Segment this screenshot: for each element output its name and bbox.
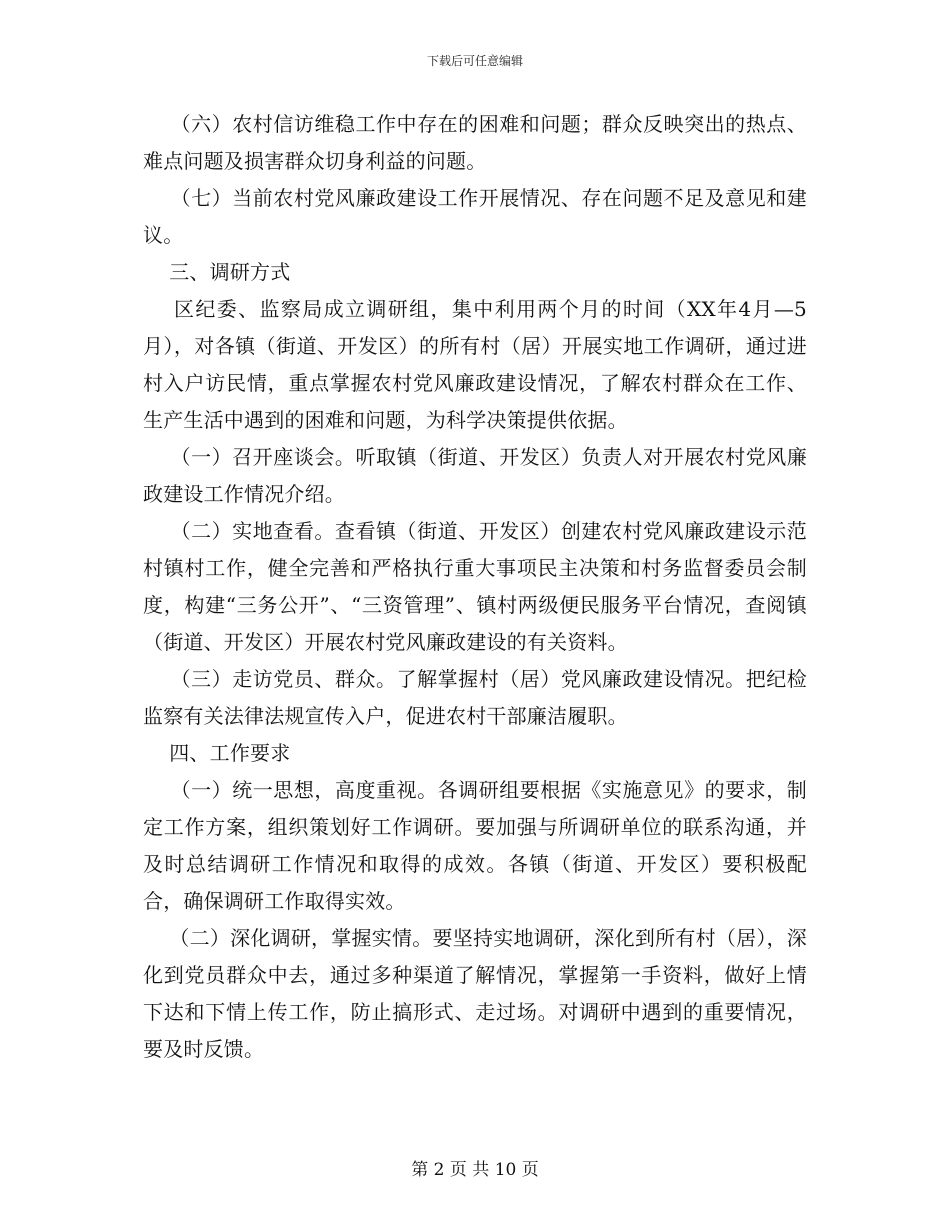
section-heading: 四、工作要求 (143, 741, 291, 765)
paragraph: （一）召开座谈会。听取镇（街道、开发区）负责人对开展农村党风廉政建设工作情况介绍。 (143, 445, 807, 506)
page-header: 下载后可任意编辑 (426, 54, 523, 68)
paragraph: （一）统一思想，高度重视。各调研组要根据《实施意见》的要求，制定工作方案，组织策划好工作调研。要加强与所调研单位的联系沟通，并及时总结调研工作情况和取得的成效。各镇（街道、开发区）要积极配合，确保调研工作取得实效。 (143, 778, 807, 913)
section-heading: 三、调研方式 (143, 260, 291, 284)
paragraph: 区纪委、监察局成立调研组，集中利用两个月的时间（XX年4月—5月），对各镇（街道、开发区）的所有村（居）开展实地工作调研，通过进村入户访民情，重点掌握农村党风廉政建设情况，了解农村群众在工作、生产生活中遇到的困难和问题，为科学决策提供依据。 (143, 297, 807, 432)
paragraph: （二）深化调研，掌握实情。要坚持实地调研，深化到所有村（居），深化到党员群众中去，通过多种渠道了解情况，掌握第一手资料，做好上情下达和下情上传工作，防止搞形式、走过场。对调研中遇到的重要情况，要及时反馈。 (143, 926, 807, 1061)
paragraph: （三）走访党员、群众。了解掌握村（居）党风廉政建设情况。把纪检监察有关法律法规宣传入户，促进农村干部廉洁履职。 (143, 667, 807, 728)
paragraph: （二）实地查看。查看镇（街道、开发区）创建农村党风廉政建设示范村镇村工作，健全完善和严格执行重大事项民主决策和村务监督委员会制度，构建“三务公开”、“三资管理”、镇村两级便民服务平台情况，查阅镇（街道、开发区）开展农村党风廉政建设的有关资料。 (143, 519, 807, 654)
paragraph: （六）农村信访维稳工作中存在的困难和问题；群众反映突出的热点、难点问题及损害群众切身利益的问题。 (143, 112, 807, 173)
page-number: 第 2 页 共 10 页 (411, 1160, 539, 1180)
paragraph: （七）当前农村党风廉政建设工作开展情况、存在问题不足及意见和建议。 (143, 186, 807, 247)
document-body (143, 106, 807, 1068)
